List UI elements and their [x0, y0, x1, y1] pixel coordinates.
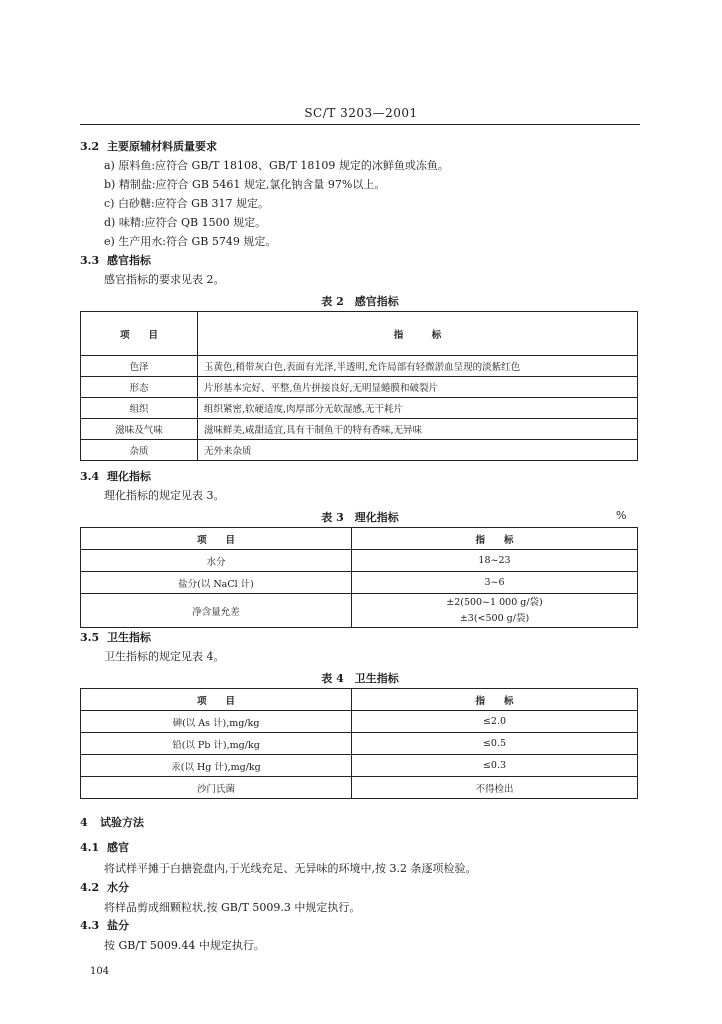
paragraph: 感官指标的要求见表 2。 [104, 273, 225, 286]
table-3-unit: % [616, 509, 627, 522]
table-cell: 片形基本完好、平整,鱼片拼接良好,无明显蜷膜和破裂片 [198, 377, 638, 398]
table-4-caption: 表 4 卫生指标 [321, 672, 399, 685]
table-header-cell: 项 目 [81, 312, 198, 356]
table-cell: 形态 [81, 377, 198, 398]
table-header-row [81, 528, 638, 550]
table-cell: 汞(以 Hg 计),mg/kg [81, 755, 352, 777]
table-row [81, 550, 638, 572]
table-row [81, 594, 638, 628]
table-cell: ≤0.5 [352, 733, 638, 755]
paragraph: 按 GB/T 5009.44 中规定执行。 [104, 939, 265, 952]
table-header-cell: 指 标 [352, 689, 638, 711]
table-4 [80, 688, 638, 799]
section-number: 4.2 [80, 881, 100, 894]
table-row [81, 398, 638, 419]
net-content-line: ±2(500~1 000 g/袋) [446, 596, 543, 608]
table-cell: 组织 [81, 398, 198, 419]
table-3-caption: 表 3 理化指标 [321, 511, 399, 524]
section-title: 感官 [107, 841, 129, 854]
table-row [81, 755, 638, 777]
section-title: 盐分 [107, 919, 129, 932]
table-header-row [81, 312, 638, 356]
table-cell: 杂质 [81, 440, 198, 461]
section-title: 主要原辅材料质量要求 [107, 140, 217, 153]
table-row [81, 356, 638, 377]
section-4-heading [80, 816, 144, 830]
table-3 [80, 527, 638, 628]
net-content-line: ±3(<500 g/袋) [459, 612, 530, 624]
table-header-cell: 项 目 [81, 528, 352, 550]
section-title: 水分 [107, 881, 129, 894]
table-header-cell: 指 标 [198, 312, 638, 356]
table-row [81, 733, 638, 755]
table-cell [352, 594, 638, 628]
section-3-3-heading [80, 254, 151, 268]
table-cell: 盐分(以 NaCl 计) [81, 572, 352, 594]
section-3-4-heading [80, 470, 151, 484]
paragraph: 卫生指标的规定见表 4。 [104, 650, 225, 663]
section-number: 3.5 [80, 631, 100, 644]
table-row [81, 377, 638, 398]
section-number: 3.3 [80, 254, 100, 267]
page-header: SC/T 3203—2001 [304, 106, 418, 120]
table-cell: 滋味及气味 [81, 419, 198, 440]
table-row [81, 419, 638, 440]
section-number: 4 [80, 816, 88, 829]
section-title: 卫生指标 [107, 631, 151, 644]
table-cell: 净含量允差 [81, 594, 352, 628]
table-2-caption: 表 2 感官指标 [321, 295, 399, 308]
table-header-cell: 项 目 [81, 689, 352, 711]
section-4-3-heading [80, 919, 129, 933]
paragraph: 理化指标的规定见表 3。 [104, 489, 225, 502]
section-4-2-heading [80, 881, 129, 895]
section-number: 3.4 [80, 470, 100, 483]
section-4-1-heading [80, 841, 129, 855]
list-item: b) 精制盐:应符合 GB 5461 规定,氯化钠含量 97%以上。 [104, 178, 386, 191]
table-cell: ≤2.0 [352, 711, 638, 733]
section-3-2-heading [80, 140, 217, 154]
table-row [81, 572, 638, 594]
table-cell: 无外来杂质 [198, 440, 638, 461]
header-rule [80, 124, 640, 125]
table-header-cell: 指 标 [352, 528, 638, 550]
list-item: c) 白砂糖:应符合 GB 317 规定。 [104, 197, 270, 210]
table-cell: 铅(以 Pb 计),mg/kg [81, 733, 352, 755]
table-cell: 不得检出 [352, 777, 638, 799]
table-cell: 滋味鲜美,咸甜适宜,具有干制鱼干的特有香味,无异味 [198, 419, 638, 440]
table-row [81, 440, 638, 461]
table-cell: 砷(以 As 计),mg/kg [81, 711, 352, 733]
table-cell: 玉黄色,稍带灰白色,表面有光泽,半透明,允许局部有轻微淤血呈现的淡紫红色 [198, 356, 638, 377]
table-header-row [81, 689, 638, 711]
table-2 [80, 311, 638, 461]
page-number: 104 [90, 966, 110, 977]
section-title: 感官指标 [107, 254, 151, 267]
table-row [81, 777, 638, 799]
section-number: 4.1 [80, 841, 100, 854]
paragraph: 将样品剪成细颗粒状,按 GB/T 5009.3 中规定执行。 [104, 901, 361, 914]
table-cell: 水分 [81, 550, 352, 572]
table-cell: 18~23 [352, 550, 638, 572]
section-title: 理化指标 [107, 470, 151, 483]
table-row [81, 711, 638, 733]
paragraph: 将试样平摊于白搪瓷盘内,于光线充足、无异味的环境中,按 3.2 条逐项检验。 [104, 862, 477, 875]
section-number: 4.3 [80, 919, 100, 932]
table-cell: ≤0.3 [352, 755, 638, 777]
table-cell: 沙门氏菌 [81, 777, 352, 799]
list-item: a) 原料鱼:应符合 GB/T 18108、GB/T 18109 规定的冰鲜鱼或冻鱼。 [104, 159, 449, 172]
list-item: e) 生产用水:符合 GB 5749 规定。 [104, 235, 277, 248]
table-cell: 色泽 [81, 356, 198, 377]
section-title: 试验方法 [100, 816, 144, 829]
section-3-5-heading [80, 631, 151, 645]
table-cell: 组织紧密,软硬适度,肉厚部分无软湿感,无干耗片 [198, 398, 638, 419]
table-cell: 3~6 [352, 572, 638, 594]
list-item: d) 味精:应符合 QB 1500 规定。 [104, 216, 267, 229]
section-number: 3.2 [80, 140, 100, 153]
